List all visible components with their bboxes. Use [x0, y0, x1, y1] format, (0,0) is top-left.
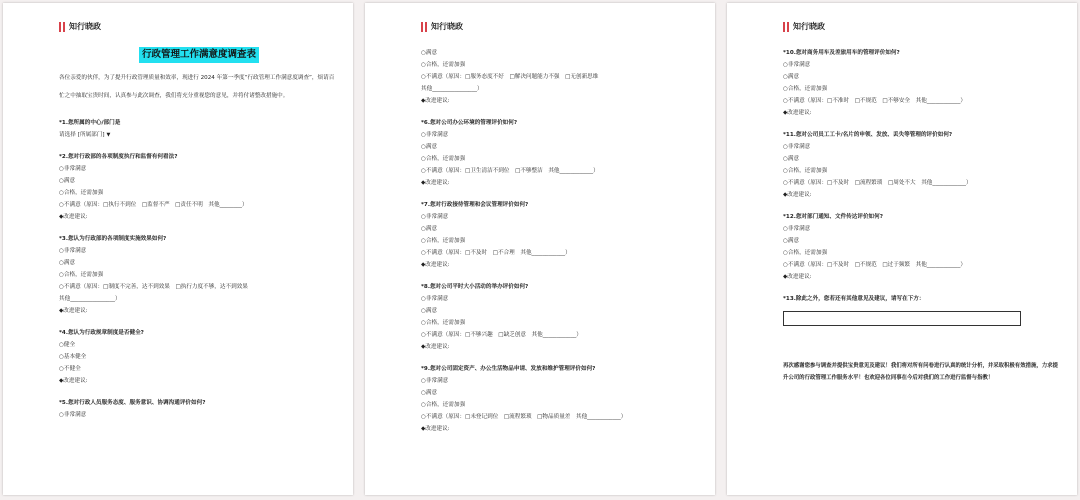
question-list: [421, 47, 701, 435]
radio-option[interactable]: ○不满意（原因：□制度不完善，达不到效果 □执行力度不够，达不到效果: [59, 284, 248, 290]
suggestion-textbox[interactable]: [783, 311, 1021, 326]
department-select[interactable]: [59, 129, 339, 141]
question-text: *7.您对行政接待管理和会议管理评价如何?: [421, 202, 529, 208]
brand-header: [59, 21, 101, 32]
radio-option[interactable]: ○不满意（原因：□未登记到位 □流程繁琐 □物品质量差 其他____________）: [421, 414, 627, 420]
brand-name: 知行晓政: [69, 22, 101, 31]
brand-header: [783, 21, 825, 32]
question-text: *12.您对部门通知、文件传达评价如何?: [783, 214, 883, 220]
radio-option[interactable]: ○合格，还需加强: [59, 190, 104, 196]
survey-title: 行政管理工作满意度调查表: [139, 47, 259, 63]
radio-option[interactable]: ○非常满意: [783, 62, 811, 68]
radio-option[interactable]: ○不满意（原因：□不及时 □不规范 □过于频繁 其他____________）: [783, 262, 966, 268]
option-line: ◆改进建议:: [783, 274, 812, 280]
radio-option[interactable]: ○非常满意: [421, 378, 449, 384]
option-line: ◆改进建议:: [59, 378, 88, 384]
page-content: [783, 47, 1063, 384]
option-line: 其他________________）: [421, 86, 483, 92]
radio-option[interactable]: ○满意: [783, 238, 800, 244]
document-page-3: [727, 3, 1077, 495]
question-block: [421, 363, 701, 435]
question-text: *1.您所属的中心/部门是: [59, 120, 121, 126]
question-text: *6.您对公司办公环境的管理评价如何?: [421, 120, 518, 126]
question-block: [59, 233, 339, 317]
radio-option[interactable]: ○非常满意: [59, 166, 87, 172]
question-list: [783, 47, 1063, 283]
question-text: *11.您对公司员工工卡/名片的申领、发放、丢失等管理的评价如何?: [783, 132, 953, 138]
radio-option[interactable]: ○非常满意: [421, 296, 449, 302]
question-text: *9.您对公司固定资产、办公生活物品申请、发放和维护管理评价如何?: [421, 366, 596, 372]
radio-option[interactable]: ○不满意（原因：□不够兴趣 □缺乏创意 其他____________）: [421, 332, 582, 338]
question-block: [421, 117, 701, 189]
question-block: [59, 151, 339, 223]
option-line: ◆改进建议:: [421, 426, 450, 432]
chevron-down-icon: ▼: [106, 132, 111, 138]
radio-option[interactable]: ○满意: [783, 74, 800, 80]
question-text: *2.您对行政部的各项制度执行和监督有何看法?: [59, 154, 178, 160]
radio-option[interactable]: ○非常满意: [783, 144, 811, 150]
brand-logo-icon: [783, 22, 789, 32]
radio-option[interactable]: ○不健全: [59, 366, 81, 372]
radio-option[interactable]: ○满意: [421, 50, 438, 56]
brand-header: [421, 21, 463, 32]
page-content: [421, 47, 701, 445]
option-line: ◆改进建议:: [59, 214, 88, 220]
radio-option[interactable]: ○合格，还需加强: [421, 402, 466, 408]
option-line: ◆改进建议:: [783, 192, 812, 198]
question-text: *3.您认为行政部的各项制度实施效果如何?: [59, 236, 167, 242]
option-line: ◆改进建议:: [421, 344, 450, 350]
select-label: 请选择: [59, 132, 76, 138]
radio-option[interactable]: ○满意: [421, 308, 438, 314]
radio-option[interactable]: ○满意: [421, 144, 438, 150]
page-content: [59, 47, 339, 431]
radio-option[interactable]: ○不满意（原因：□不及时 □流程繁琐 □周处不大 其他____________）: [783, 180, 972, 186]
radio-option[interactable]: ○合格，还需加强: [421, 156, 466, 162]
option-line: ◆改进建议:: [421, 262, 450, 268]
radio-option[interactable]: ○非常满意: [783, 226, 811, 232]
document-page-1: [3, 3, 353, 495]
radio-option[interactable]: ○合格，还需加强: [421, 62, 466, 68]
question-text: *8.您对公司平时大小活动的举办评价如何?: [421, 284, 529, 290]
question-text: *4.您认为行政规章制度是否健全?: [59, 330, 144, 336]
question-list: [59, 117, 339, 421]
option-line: 其他________________）: [59, 296, 121, 302]
question-block: [421, 47, 701, 107]
option-line: ◆改进建议:: [783, 110, 812, 116]
brand-name: 知行晓政: [793, 22, 825, 31]
radio-option[interactable]: ○满意: [59, 260, 76, 266]
question-block: [59, 327, 339, 387]
radio-option[interactable]: ○满意: [59, 178, 76, 184]
radio-option[interactable]: ○合格，还需加强: [421, 320, 466, 326]
option-line: ◆改进建议:: [421, 180, 450, 186]
survey-intro: 各位亲爱的伙伴，为了提升行政管理质量和效率，现进行 2024 年第一季度“行政管理工作满意度调查”，烦请百忙之中抽取宝贵时间，认真参与此次调查，我们将充分重视您的意见，并将付诸整改措施中。: [59, 75, 335, 99]
question-block: [421, 199, 701, 271]
question-block: [783, 211, 1063, 283]
radio-option[interactable]: ○不满意（原因：□执行不到位 □监督不严 □责任不明 其他________）: [59, 202, 248, 208]
question-block: [59, 397, 339, 421]
question-block: [783, 47, 1063, 119]
radio-option[interactable]: ○不满意（原因：□服务态度不好 □解决问题能力不强 □无创新思维: [421, 74, 599, 80]
closing-note: 再次感谢您参与调查并提供宝贵意见及建议！我们将对所有问卷进行认真的统计分析，并采取积极有效措施，力求提升公司的行政管理工作服务水平！也欢迎各位同事在今后对我们的工作进行监督与指教！: [783, 363, 1058, 381]
radio-option[interactable]: ○合格，还需加强: [783, 250, 828, 256]
radio-option[interactable]: ○不满意（原因：□不准时 □不规范 □不够安全 其他____________）: [783, 98, 966, 104]
option-line: ◆改进建议:: [421, 98, 450, 104]
radio-option[interactable]: ○健全: [59, 342, 76, 348]
question-13: *13.除此之外，您若还有其他意见及建议，请写在下方：: [783, 296, 925, 302]
radio-option[interactable]: ○合格，还需加强: [59, 272, 104, 278]
radio-option[interactable]: ○非常满意: [59, 248, 87, 254]
radio-option[interactable]: ○合格，还需加强: [783, 168, 828, 174]
question-text: *5.您对行政人员服务态度、服务意识、协调沟通评价如何?: [59, 400, 206, 406]
question-block: [59, 117, 339, 141]
radio-option[interactable]: ○满意: [783, 156, 800, 162]
brand-name: 知行晓政: [431, 22, 463, 31]
radio-option[interactable]: ○非常满意: [59, 412, 87, 418]
brand-logo-icon: [421, 22, 427, 32]
brand-logo-icon: [59, 22, 65, 32]
question-text: *10.您对商务用车及差旅用车的管理评价如何?: [783, 50, 900, 56]
radio-option[interactable]: ○非常满意: [421, 214, 449, 220]
radio-option[interactable]: ○不满意（原因：□卫生清洁不到位 □不够整洁 其他____________）: [421, 168, 599, 174]
question-block: [421, 281, 701, 353]
radio-option[interactable]: ○不满意（原因：□不及时 □不合理 其他____________）: [421, 250, 571, 256]
radio-option[interactable]: ○满意: [421, 226, 438, 232]
radio-option[interactable]: ○非常满意: [421, 132, 449, 138]
question-block: [783, 129, 1063, 201]
radio-option[interactable]: ○基本健全: [59, 354, 87, 360]
radio-option[interactable]: ○合格，还需加强: [421, 238, 466, 244]
radio-option[interactable]: ○满意: [421, 390, 438, 396]
radio-option[interactable]: ○合格，还需加强: [783, 86, 828, 92]
document-page-2: [365, 3, 715, 495]
option-line: ◆改进建议:: [59, 308, 88, 314]
select-value: [所属部门]: [77, 132, 105, 138]
